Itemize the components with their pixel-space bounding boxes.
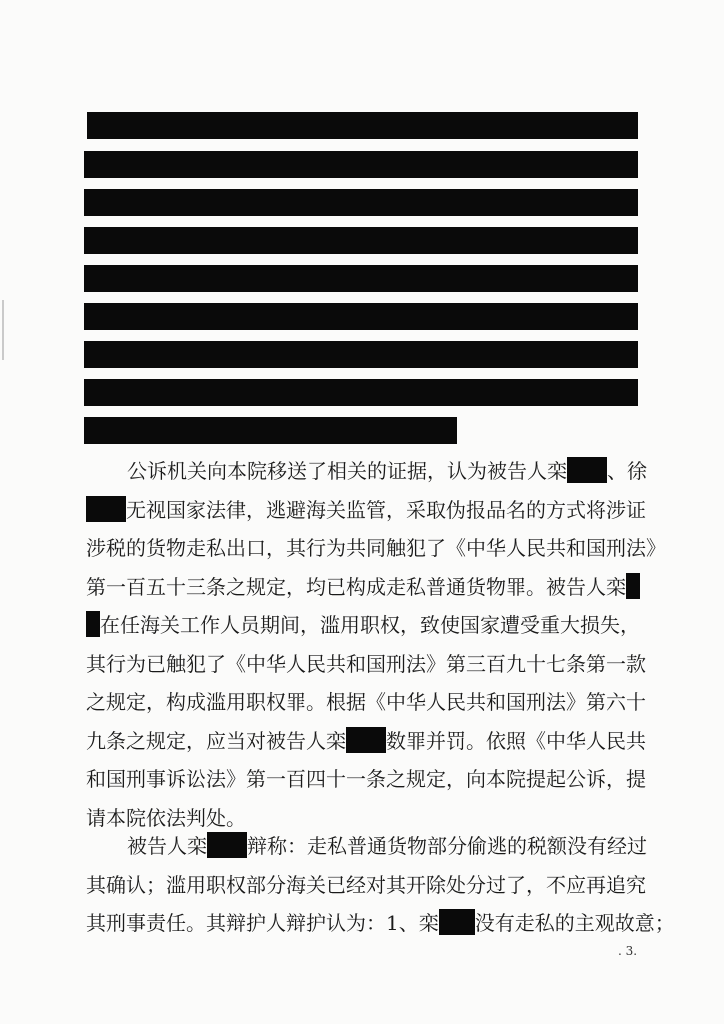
text-segment: 九条之规定，应当对被告人栾	[86, 728, 346, 753]
text-segment: 在任海关工作人员期间，滥用职权，致使国家遭受重大损失，	[100, 613, 640, 637]
text-segment: 公诉机关向本院移送了相关的证据，认为被告人栾	[127, 459, 567, 483]
text-line	[86, 568, 646, 607]
text-segment: 其刑事责任。其辩护人辩护认为：1、栾	[86, 911, 439, 935]
text-line: 其确认；滥用职权部分海关已经对其开除处分过了，不应再追究	[86, 872, 646, 897]
redaction-bar	[84, 227, 638, 254]
redaction-bar	[84, 151, 638, 178]
text-line: 其行为已触犯了《中华人民共和国刑法》第三百九十七条第一款	[86, 651, 646, 676]
redacted-name	[567, 457, 607, 483]
redaction-bar	[84, 303, 638, 330]
redaction-bar	[84, 379, 638, 406]
redacted-name	[439, 909, 475, 935]
text-line	[86, 904, 675, 943]
redaction-bar	[84, 189, 638, 216]
text-segment: 被告人栾	[127, 834, 207, 858]
text-segment: 辩称：走私普通货物部分偷逃的税额没有经过	[247, 834, 647, 858]
text-line	[86, 722, 646, 761]
redaction-bar	[84, 341, 638, 368]
text-line: 请本院依法判处。	[86, 805, 246, 830]
redacted-name	[86, 496, 126, 522]
text-line: 涉税的货物走私出口，其行为共同触犯了《中华人民共和国刑法》	[86, 536, 666, 560]
redaction-bar	[84, 417, 457, 444]
paragraph-defense	[86, 827, 675, 943]
text-line	[86, 827, 646, 866]
text-segment: 、徐	[607, 459, 647, 483]
redacted-name	[346, 727, 386, 753]
text-line: 之规定，构成滥用职权罪。根据《中华人民共和国刑法》第六十	[86, 690, 646, 714]
scan-edge-mark	[2, 300, 4, 360]
text-line	[86, 491, 646, 530]
paragraph-prosecution	[86, 452, 666, 837]
redaction-bar	[84, 265, 638, 292]
text-line	[86, 452, 646, 491]
text-line: 和国刑事诉讼法》第一百四十一条之规定，向本院提起公诉，提	[86, 767, 646, 791]
page-number: . 3.	[618, 944, 638, 958]
text-segment: 数罪并罚。依照《中华人民共	[386, 728, 646, 753]
text-line	[86, 606, 646, 645]
redacted-name	[86, 611, 100, 637]
text-segment: 无视国家法律，逃避海关监管，采取伪报品名的方式将涉证	[126, 497, 646, 522]
redaction-bar	[87, 112, 638, 139]
redacted-name	[207, 832, 247, 858]
redacted-name	[626, 573, 640, 599]
text-segment: 没有走私的主观故意；	[474, 911, 675, 935]
text-segment: 第一百五十三条之规定，均已构成走私普通货物罪。被告人栾	[86, 574, 626, 599]
